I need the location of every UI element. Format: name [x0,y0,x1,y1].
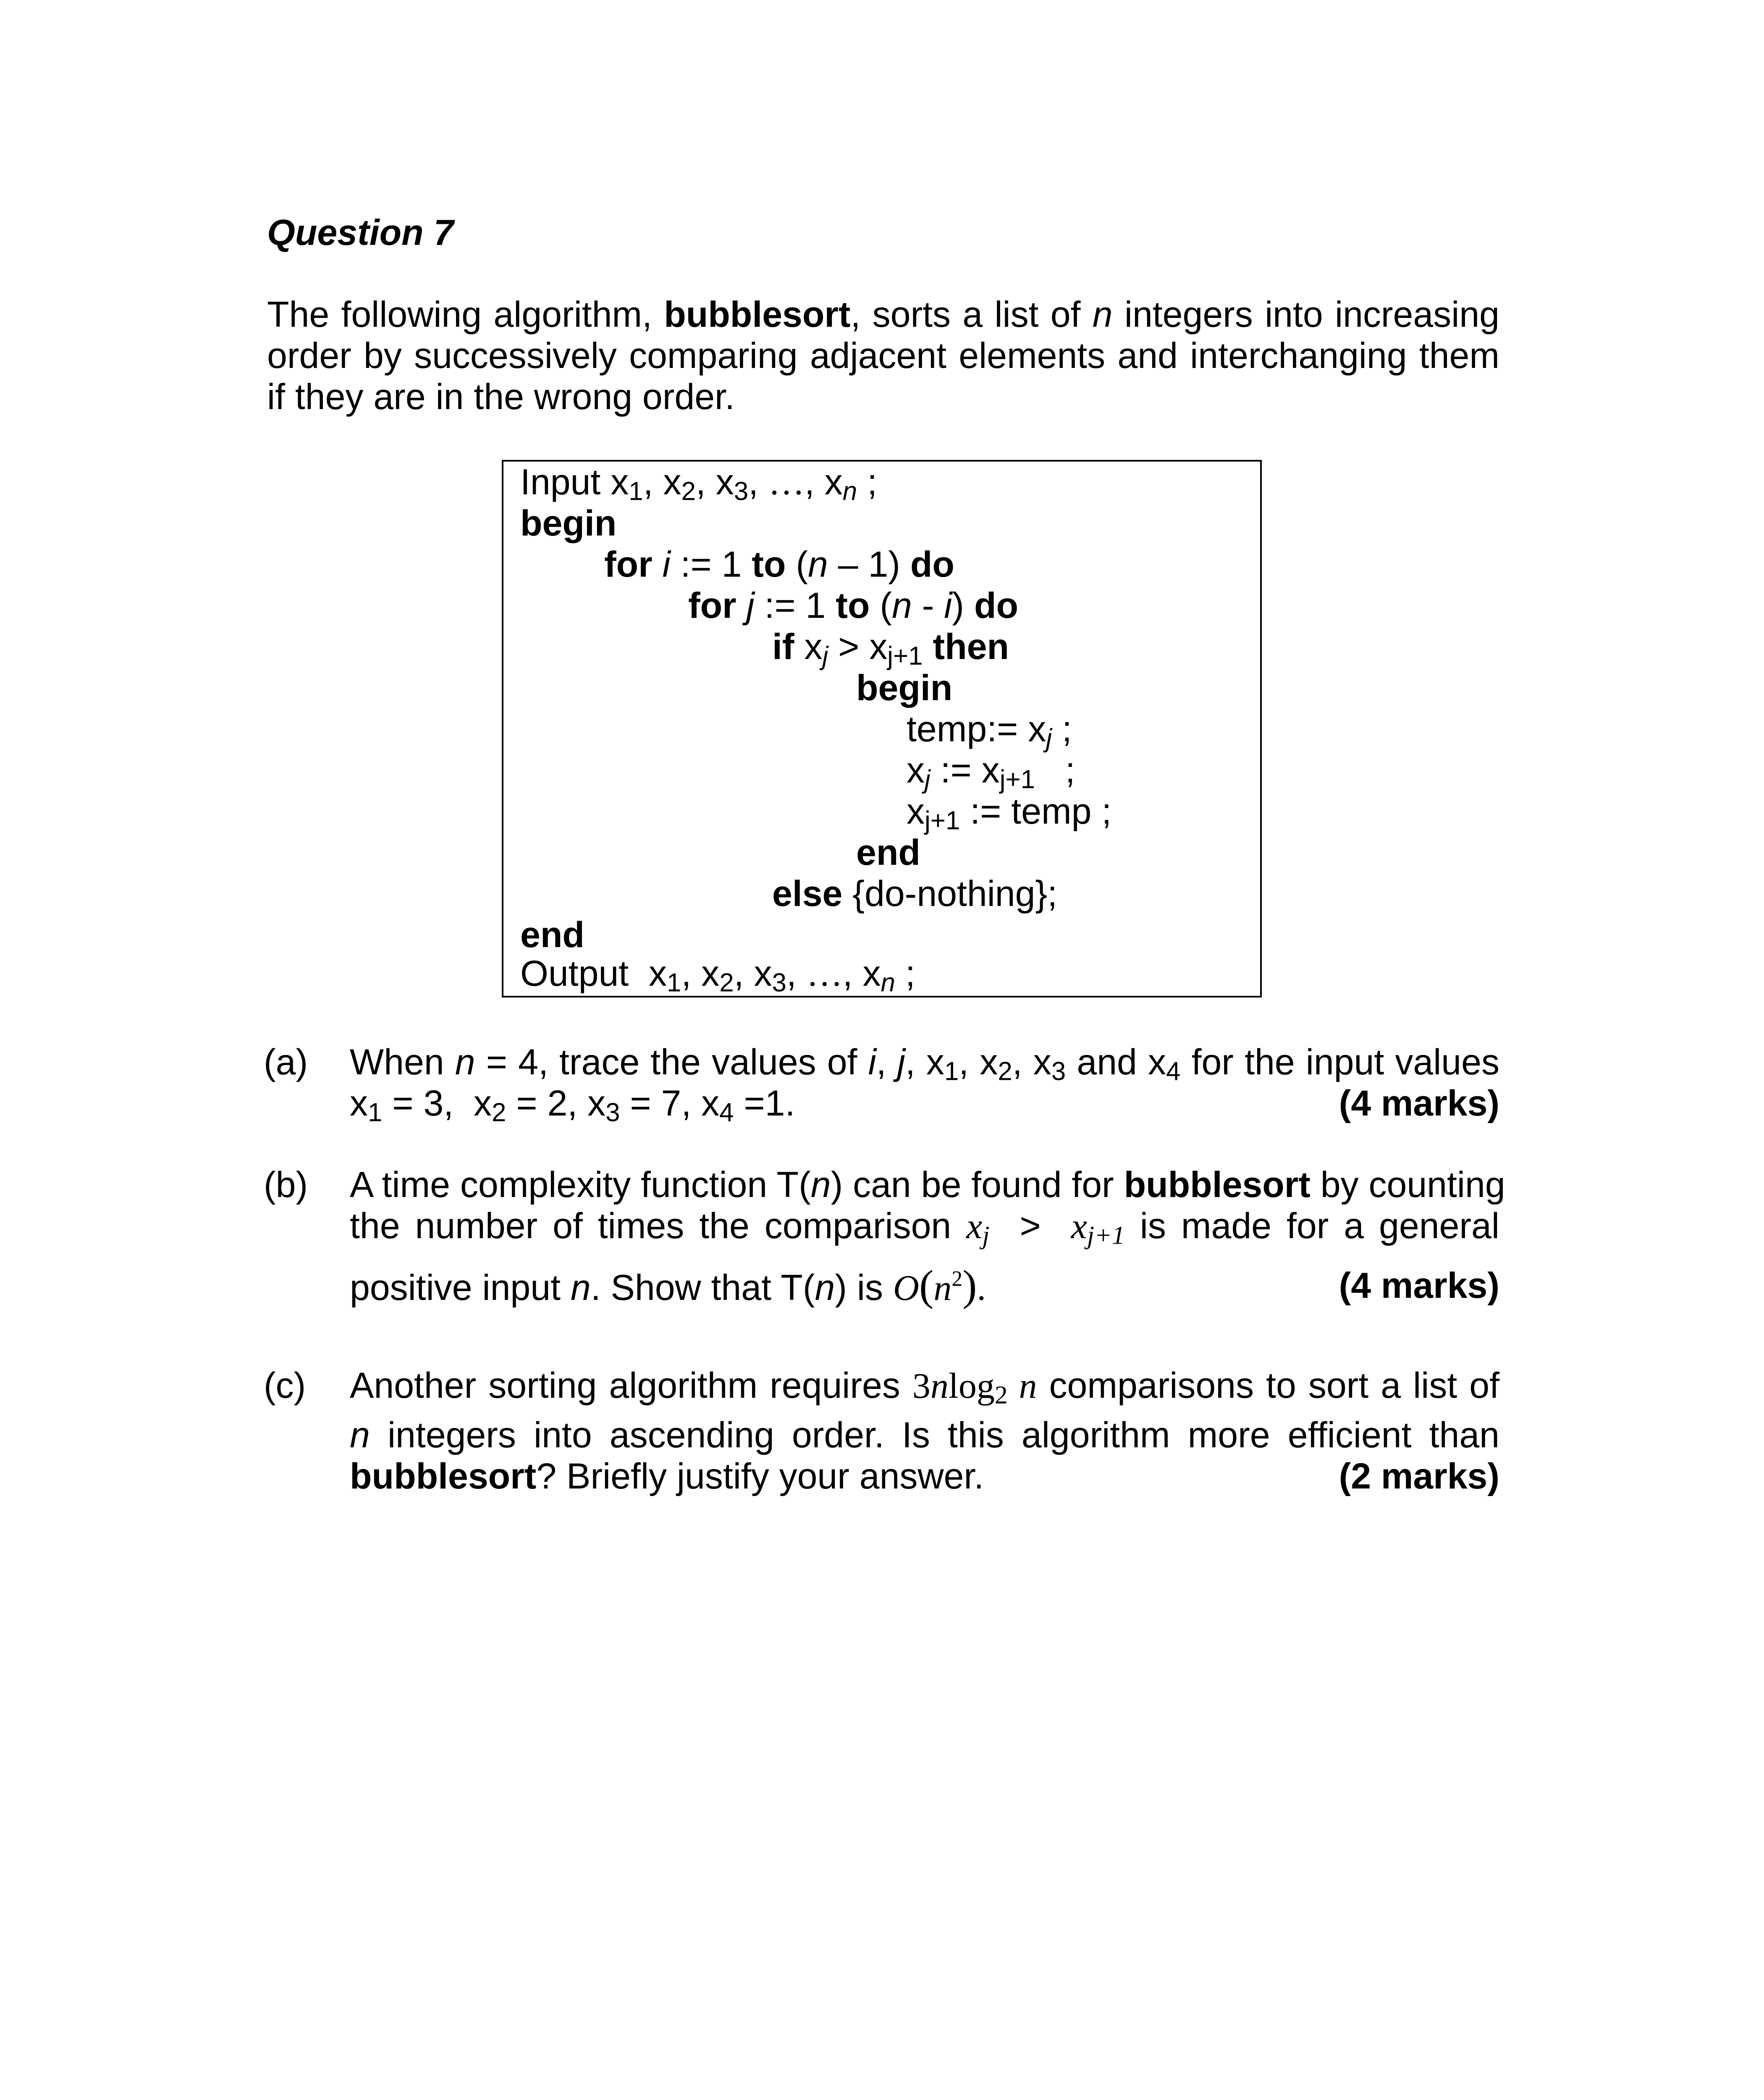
algorithm-box [502,460,1262,998]
part-a-values: $x_1 = 3$, $x_2 = 2$, $x_3 = 7$, $x_4 =1$. [350,1083,795,1127]
algorithm-name: bubblesort [664,294,851,335]
algo-if-end: end [856,832,920,873]
part-c-line-2: n integers into ascending order. Is this algorithm more efficient than [350,1415,1499,1455]
question-title: Question 7 [267,213,454,253]
intro-text-2: , sorts a list of [850,294,1093,335]
algo-output-line: Output $x_1$, $x_2$, $x_3$, …, $x_n$ ; [520,953,915,998]
algo-if-begin: begin [856,668,953,708]
algo-swap-2: $x_j$ := $x_{j+1}$ ; [907,750,1075,794]
part-c-line-3: bubblesort? Briefly justify your answer. (2 marks) [350,1456,1499,1496]
part-a-line-2 [350,1083,1499,1127]
intro-paragraph [267,294,1499,417]
intro-text-3: integers into increasing order by successively comparing adjacent elements and interchanging them if they are in the wrong order. [267,294,1499,417]
nlogn-expression: 3nlog$_2$ n [912,1365,1037,1410]
algo-begin: begin [520,503,617,543]
algo-end: end [520,915,585,955]
intro-n: n [1092,294,1113,335]
algo-else: else {do-nothing}; [772,874,1058,914]
part-b-line-1: A time complexity function T(n) can be found for bubblesort by counting [350,1165,1505,1205]
output-keyword: Output [520,953,629,994]
part-a-label: (a) [264,1042,308,1082]
part-b-label: (b) [264,1165,308,1205]
part-c-line-1: Another sorting algorithm requires 3nlog$_2$ n comparisons to sort a list of [350,1365,1499,1410]
part-c-marks: (2 marks) [1339,1456,1499,1496]
algo-input-line: Input $x_1$, $x_2$, $x_3$, …, $x_n$ ; [520,462,877,506]
big-o-expression: $O(n^2)$. [893,1262,986,1310]
comparison-expression: $x_j > x_{j+1}$ [966,1206,1125,1250]
algo-inner-loop: for j := 1 to (n - i) do [688,585,1019,626]
algo-if: if $x_j > x_{j+1}$ then [772,627,1009,671]
part-b-marks: (4 marks) [1339,1265,1499,1306]
algo-outer-loop: for i := 1 to (n – 1) do [604,544,954,585]
intro-text-1: The following algorithm, [267,294,664,335]
part-b-line-2: the number of times the comparison $x_j > x_{j+1}$ is made for a general [350,1206,1499,1250]
part-a-marks: (4 marks) [1339,1083,1499,1124]
algo-swap-3: $x_{j+1}$ := temp ; [907,791,1112,835]
input-keyword: Input [520,462,601,502]
algo-swap-1: temp:= $x_j$ ; [907,709,1072,753]
part-c-label: (c) [264,1365,306,1406]
part-b-line-3: positive input n. Show that T(n) is $O(n^2)$. (4 marks) [350,1262,1499,1310]
part-a-line-1: When n = 4, trace the values of i, j, $x_1$, $x_2$, $x_3$ and $x_4$ for the input values [350,1042,1499,1086]
